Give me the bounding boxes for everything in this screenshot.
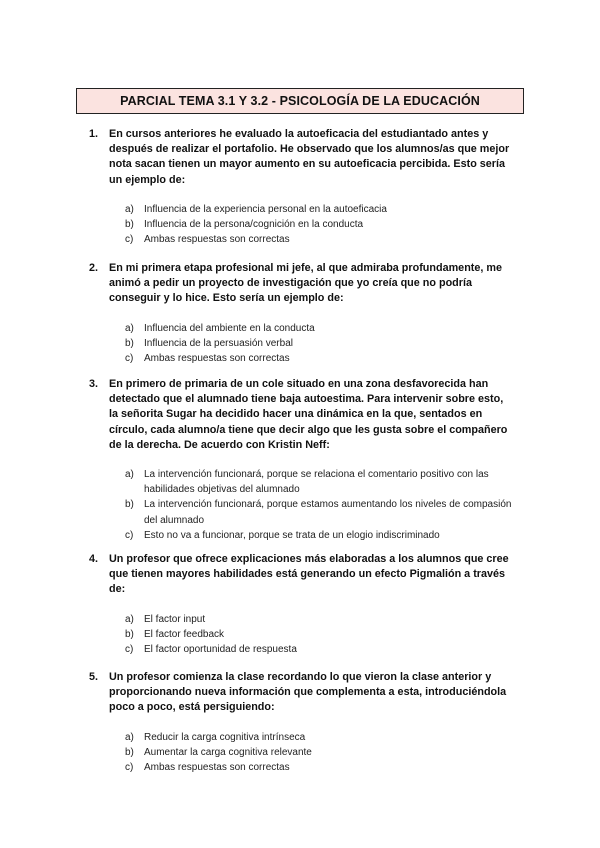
option-text: Ambas respuestas son correctas bbox=[144, 234, 290, 246]
option-text: Esto no va a funcionar, porque se trata de un elogio indiscriminado bbox=[144, 529, 440, 541]
question-text: Un profesor comienza la clase recordando lo que vieron la clase anterior y proporcionando nueva información que complementa a esta, introduciéndola poco a poco, está persiguiendo: bbox=[109, 671, 507, 714]
question-number: 4. bbox=[89, 553, 99, 565]
option-letter: c) bbox=[125, 644, 134, 656]
answer-options bbox=[125, 730, 515, 776]
option-a[interactable] bbox=[125, 730, 515, 745]
answer-options bbox=[125, 467, 515, 543]
option-c[interactable] bbox=[125, 642, 515, 657]
option-text: Influencia de la persuasión verbal bbox=[144, 337, 293, 349]
question-text: En cursos anteriores he evaluado la autoeficacia del estudiantado antes y después de realizar el portafolio. He observado que los alumnos/as que mejor nota sacan tienen un mayor aumento en su autoeficacia percibida. Esto sería un ejemplo de: bbox=[109, 128, 510, 186]
question-1 bbox=[89, 127, 514, 247]
option-letter: a) bbox=[125, 203, 134, 215]
question-number: 2. bbox=[89, 262, 99, 274]
option-letter: c) bbox=[125, 529, 134, 541]
option-text: El factor oportunidad de respuesta bbox=[144, 644, 297, 656]
option-text: Influencia de la persona/cognición en la conducta bbox=[144, 219, 364, 231]
option-b[interactable] bbox=[125, 217, 515, 232]
option-letter: c) bbox=[125, 762, 134, 774]
option-letter: b) bbox=[125, 499, 134, 511]
option-letter: b) bbox=[125, 219, 134, 231]
option-text: Ambas respuestas son correctas bbox=[144, 762, 290, 774]
question-text: En mi primera etapa profesional mi jefe, al que admiraba profundamente, me animó a pedir un proyecto de investigación que yo creía que no podría conseguir y lo hice. Esto sería un ejemplo de: bbox=[109, 262, 502, 305]
question-2 bbox=[89, 261, 514, 366]
question-number: 5. bbox=[89, 671, 99, 683]
question-text: En primero de primaria de un cole situado en una zona desfavorecida han detectado que el alumnado tiene baja autoestima. Para intervenir sobre esto, la señorita Sugar ha decidido hacer una dinámica en la que, sentados en círculo, cada alumno/a tiene que decir algo que les gusta sobre el compañero de la derecha. De acuerdo con Kristin Neff: bbox=[109, 378, 508, 451]
option-c[interactable] bbox=[125, 232, 515, 247]
option-letter: b) bbox=[125, 746, 134, 758]
answer-options bbox=[125, 202, 515, 248]
option-letter: a) bbox=[125, 613, 134, 625]
exam-title: PARCIAL TEMA 3.1 Y 3.2 - PSICOLOGÍA DE LA EDUCACIÓN bbox=[76, 88, 524, 114]
option-text: Influencia de la experiencia personal en la autoeficacia bbox=[144, 203, 387, 215]
option-text: La intervención funcionará, porque estamos aumentando los niveles de compasión del alumnado bbox=[144, 499, 512, 526]
option-letter: a) bbox=[125, 469, 134, 481]
question-5 bbox=[89, 670, 514, 775]
option-c[interactable] bbox=[125, 760, 515, 775]
option-a[interactable] bbox=[125, 612, 515, 627]
option-a[interactable] bbox=[125, 467, 515, 497]
question-text: Un profesor que ofrece explicaciones más elaboradas a los alumnos que cree que tienen mayores habilidades está generando un efecto Pigmalión a través de: bbox=[109, 553, 509, 596]
question-3 bbox=[89, 377, 514, 543]
question-number: 1. bbox=[89, 128, 99, 140]
option-text: Reducir la carga cognitiva intrínseca bbox=[144, 731, 306, 743]
option-letter: b) bbox=[125, 337, 134, 349]
question-4 bbox=[89, 552, 514, 657]
option-text: La intervención funcionará, porque se relaciona el comentario positivo con las habilidades objetivas del alumnado bbox=[144, 469, 489, 496]
option-c[interactable] bbox=[125, 351, 515, 366]
option-text: Aumentar la carga cognitiva relevante bbox=[144, 746, 312, 758]
option-a[interactable] bbox=[125, 321, 515, 336]
answer-options bbox=[125, 321, 515, 367]
option-letter: a) bbox=[125, 731, 134, 743]
option-b[interactable] bbox=[125, 336, 515, 351]
option-text: Ambas respuestas son correctas bbox=[144, 353, 290, 365]
option-b[interactable] bbox=[125, 497, 515, 527]
question-number: 3. bbox=[89, 378, 99, 390]
option-letter: a) bbox=[125, 322, 134, 334]
answer-options bbox=[125, 612, 515, 658]
option-text: Influencia del ambiente en la conducta bbox=[144, 322, 315, 334]
option-b[interactable] bbox=[125, 745, 515, 760]
option-letter: c) bbox=[125, 353, 134, 365]
option-text: El factor feedback bbox=[144, 628, 225, 640]
option-letter: c) bbox=[125, 234, 134, 246]
option-text: El factor input bbox=[144, 613, 206, 625]
option-letter: b) bbox=[125, 628, 134, 640]
option-b[interactable] bbox=[125, 627, 515, 642]
option-a[interactable] bbox=[125, 202, 515, 217]
option-c[interactable] bbox=[125, 528, 515, 543]
